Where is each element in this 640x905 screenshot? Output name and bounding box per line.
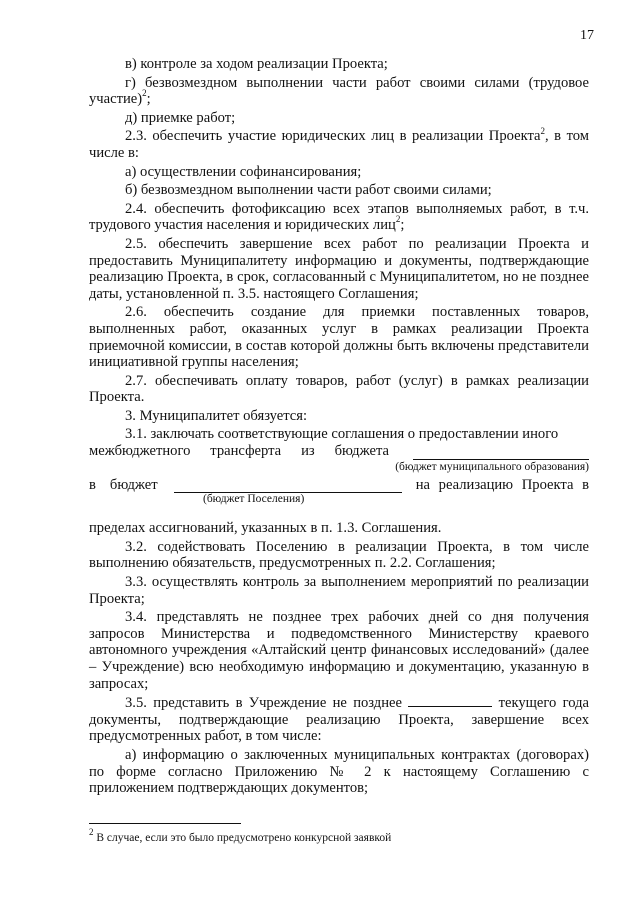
paragraph-2-3	[89, 125, 590, 161]
paragraph-2-4: 2.4. обеспечить фотофиксацию всех этапов выполняемых работ, в т.ч. трудового участия населения и юридических лиц$^2$;	[89, 200, 589, 234]
paragraph-3-2	[89, 539, 589, 572]
footnote-marker: 2	[89, 827, 94, 838]
paragraph-text: а) информацию о заключенных муниципальных контрактах (договорах) по форме согласно Приложению № 2 к настоящему Соглашению с приложением подтверждающих документов;	[89, 746, 589, 797]
word: межбюджетного	[89, 443, 191, 460]
settlement-budget-blank[interactable]	[174, 478, 402, 493]
budget-line	[89, 477, 589, 494]
paragraph-3-5	[89, 694, 589, 745]
paragraph-text: 2.7. обеспечивать оплату товаров, работ (услуг) в рамках реализации Проекта.	[89, 372, 589, 406]
paragraph-3-4	[89, 609, 589, 692]
word: бюджет	[109, 476, 158, 493]
paragraph-text: , в том числе в:	[89, 128, 590, 161]
footnote-ref: 2	[540, 125, 546, 136]
paragraph-text: г) безвозмездном выполнении части работ своими силами (трудовое участие)	[89, 74, 589, 108]
paragraph-3-1-end	[89, 520, 589, 537]
paragraph-text: б) безвозмездном выполнении части работ своими силами;	[125, 182, 492, 199]
footnote-text: В случае, если это было предусмотрено конкурсной заявкой	[96, 832, 392, 844]
paragraph-a	[89, 164, 589, 181]
paragraph-text: 3.5. представить в Учреждение не позднее	[125, 695, 402, 712]
municipal-budget-blank[interactable]	[413, 445, 589, 460]
word: бюджета	[334, 443, 389, 460]
paragraph-v	[89, 56, 589, 73]
paragraph-text: в) контроле за ходом реализации Проекта;	[125, 56, 388, 72]
footnote-separator	[89, 823, 241, 824]
paragraph-3-1	[89, 426, 589, 443]
deadline-blank[interactable]	[408, 694, 492, 707]
paragraph-3-3	[89, 574, 589, 607]
paragraph-2-6	[89, 304, 589, 370]
paragraph-b	[89, 182, 589, 199]
word: трансферта	[210, 443, 282, 460]
paragraph-text: текущего года документы, подтверждающие реализацию Проекта, завершение всех предусмотренных работ, в том числе:	[89, 695, 590, 745]
paragraph-text: а) осуществлении софинансирования;	[125, 163, 362, 180]
paragraph-g: г) безвозмездном выполнении части работ своими силами (трудовое участие)$^2$;	[89, 74, 589, 108]
paragraph-d	[89, 110, 589, 127]
caption-municipal-budget: (бюджет муниципального образования)	[395, 460, 589, 473]
paragraph-2-5	[89, 236, 589, 302]
paragraph-text: пределах ассигнований, указанных в п. 1.3. Соглашения.	[89, 520, 442, 537]
paragraph-text: 3.2. содействовать Поселению в реализации Проекта, в том числе выполнению обязательств, предусмотренных п. 2.2. Соглашения;	[89, 538, 589, 572]
footnote-ref: 2	[142, 88, 147, 99]
footnote	[89, 827, 392, 845]
paragraph-3	[89, 408, 589, 425]
paragraph-a2	[89, 747, 589, 797]
page-number: 17	[580, 28, 594, 43]
paragraph-text: 2.4. обеспечить фотофиксацию всех этапов выполняемых работ, в т.ч. трудового участия населения и юридических лиц	[89, 200, 589, 234]
paragraph-2-7	[89, 373, 589, 406]
footnote-ref: 2	[395, 214, 401, 225]
paragraph-text: 3.1. заключать соответствующие соглашения о предоставлении иного	[125, 426, 559, 443]
paragraph-text: 2.5. обеспечить завершение всех работ по реализации Проекта и предоставить Муниципалитету информацию и документы, подтверждающие реализацию Проекта, в срок, согласованный с Муниципалитетом, но не позднее даты, установленной п. 3.5. настоящего Соглашения;	[89, 235, 589, 302]
paragraph-text: 2.6. обеспечить создание для приемки поставленных товаров, выполненных работ, оказанных услуг в рамках реализации Проекта приемочной комиссии, в состав которой должны быть включены представители инициативной группы населения;	[89, 304, 589, 371]
paragraph-text: 3.3. осуществлять контроль за выполнением мероприятий по реализации Проекта;	[89, 574, 589, 607]
word: в	[89, 476, 96, 493]
transfer-line	[89, 443, 589, 460]
document-body	[89, 56, 589, 799]
paragraph-text: д) приемке работ;	[125, 109, 236, 126]
paragraph-text: 2.3. обеспечить участие юридических лиц в реализации Проекта	[125, 128, 541, 145]
paragraph-text: 3.4. представлять не позднее трех рабочих дней со дня получения запросов Министерства и подведомственного Министерству краевого автономного учреждения «Алтайский центр финансовых исследований» (далее – Учреждение) всю необходимую информацию и документацию, указанную в запросах;	[89, 609, 589, 692]
word: на реализацию Проекта в	[415, 476, 589, 493]
word: из	[301, 443, 315, 460]
caption-settlement-budget: (бюджет Поселения)	[203, 493, 305, 506]
paragraph-text: 3. Муниципалитет обязуется:	[125, 407, 308, 424]
